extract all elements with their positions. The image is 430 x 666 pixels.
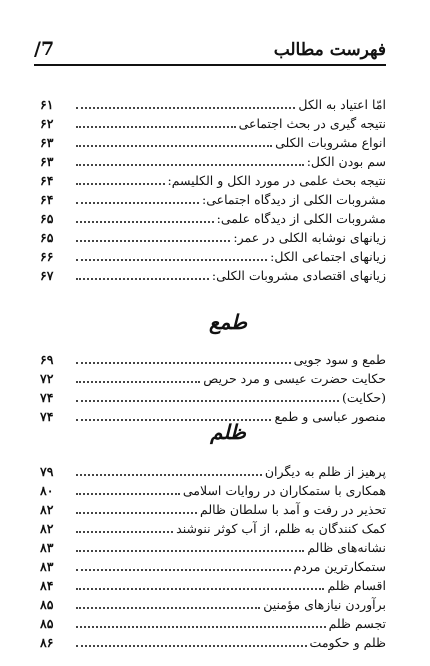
- toc-entry: [40, 462, 386, 481]
- page-header: [34, 30, 386, 60]
- toc-entry-page: ۶۴: [40, 192, 54, 207]
- toc-entry: [40, 350, 386, 369]
- toc-entry-title: نتیجه گیری در بحث اجتماعی: [238, 116, 386, 131]
- page-title: فهرست مطالب: [273, 40, 386, 60]
- toc-entry: [40, 519, 386, 538]
- toc-entry-title: نتیجه بحث علمی در مورد الکل و الکلیسم:: [167, 173, 386, 188]
- toc-entry-page: ۶۶: [40, 249, 54, 264]
- toc-entry: [40, 538, 386, 557]
- dot-leader: [76, 400, 339, 402]
- toc-entry: [40, 171, 386, 190]
- toc-entry: [40, 576, 386, 595]
- toc-entry-title: زیانهای اجتماعی الکل:: [270, 249, 386, 264]
- dot-leader: [76, 474, 262, 476]
- toc-section-greed: [40, 350, 386, 426]
- toc-entry-page: ۶۴: [40, 173, 54, 188]
- toc-entry-page: ۶۳: [40, 135, 54, 150]
- toc-entry-title: ظلم و حکومت: [309, 635, 386, 650]
- toc-entry-page: ۶۹: [40, 352, 54, 367]
- toc-entry-title: زیانهای نوشابه الکلی در عمر:: [233, 230, 386, 245]
- dot-leader: [76, 626, 326, 628]
- toc-entry-page: ۸۲: [40, 502, 54, 517]
- toc-entry-title: منصور عباسی و طمع: [274, 409, 386, 424]
- toc-entry-page: ۸۴: [40, 578, 54, 593]
- dot-leader: [76, 531, 173, 533]
- dot-leader: [76, 588, 324, 590]
- toc-entry: [40, 633, 386, 652]
- toc-entry: [40, 95, 386, 114]
- toc-section-oppression: [40, 462, 386, 652]
- toc-entry-title: پرهیز از ظلم به دیگران: [264, 464, 386, 479]
- toc-entry: [40, 557, 386, 576]
- toc-entry: [40, 388, 386, 407]
- toc-entry: [40, 228, 386, 247]
- toc-entry-title: تحذیر در رفت و آمد با سلطان ظالم: [200, 502, 386, 517]
- toc-entry: [40, 190, 386, 209]
- toc-entry: [40, 152, 386, 171]
- toc-entry-title: زیانهای اقتصادی مشروبات الکلی:: [211, 268, 386, 283]
- toc-entry-title: مشروبات الکلی از دیدگاه علمی:: [216, 211, 386, 226]
- dot-leader: [76, 362, 291, 364]
- toc-entry-page: ۸۵: [40, 616, 54, 631]
- dot-leader: [76, 202, 199, 204]
- toc-entry-title: همکاری با ستمکاران در روایات اسلامی: [182, 483, 386, 498]
- dot-leader: [76, 259, 267, 261]
- dot-leader: [76, 240, 230, 242]
- toc-entry: [40, 209, 386, 228]
- toc-entry: [40, 114, 386, 133]
- dot-leader: [76, 607, 260, 609]
- header-rule: [34, 64, 386, 66]
- dot-leader: [76, 493, 180, 495]
- toc-entry-title: ستمکارترین مردم: [293, 559, 386, 574]
- toc-entry-page: ۶۵: [40, 211, 54, 226]
- toc-entry-page: ۷۹: [40, 464, 54, 479]
- dot-leader: [76, 645, 307, 647]
- toc-entry-page: ۸۳: [40, 559, 54, 574]
- toc-entry-page: ۷۴: [40, 390, 54, 405]
- toc-entry-title: برآوردن نیازهای مؤمنین: [263, 597, 386, 612]
- toc-entry: [40, 500, 386, 519]
- toc-entry-title: نشانه‌های ظالم: [307, 540, 386, 555]
- toc-entry-page: ۸۰: [40, 483, 54, 498]
- toc-entry-page: ۶۱: [40, 97, 54, 112]
- toc-entry-page: ۸۳: [40, 540, 54, 555]
- toc-entry-title: (حکایت): [342, 390, 386, 405]
- toc-entry-title: انواع مشروبات الکلی: [275, 135, 386, 150]
- dot-leader: [76, 569, 291, 571]
- toc-entry-page: ۶۲: [40, 116, 54, 131]
- toc-entry: [40, 266, 386, 285]
- toc-entry-page: ۸۶: [40, 635, 54, 650]
- toc-entry-page: ۶۵: [40, 230, 54, 245]
- toc-entry-title: حکایت حضرت عیسی و مرد حریص: [203, 371, 386, 386]
- dot-leader: [76, 126, 236, 128]
- toc-entry-title: طمع و سود جویی: [293, 352, 386, 367]
- toc-entry-title: مشروبات الکلی از دیدگاه اجتماعی:: [202, 192, 386, 207]
- toc-entry-title: کمک کنندگان به ظلم، از آب کوثر ننوشند: [176, 521, 386, 536]
- toc-entry-page: ۷۴: [40, 409, 54, 424]
- toc-entry-title: سم بودن الکل:: [306, 154, 386, 169]
- toc-entry-page: ۶۷: [40, 268, 54, 283]
- toc-entry-title: امّا اعتیاد به الکل: [298, 97, 386, 112]
- toc-entry: [40, 614, 386, 633]
- toc-entry-title: تجسم ظلم: [328, 616, 386, 631]
- dot-leader: [76, 221, 214, 223]
- toc-entry-page: ۸۵: [40, 597, 54, 612]
- toc-entry: [40, 133, 386, 152]
- toc-entry: [40, 369, 386, 388]
- dot-leader: [76, 107, 295, 109]
- toc-section-alcohol: [40, 95, 386, 285]
- section-heading-oppression: ظلم: [210, 420, 246, 444]
- toc-entry-page: ۷۲: [40, 371, 54, 386]
- dot-leader: [76, 550, 304, 552]
- toc-entry-page: ۶۳: [40, 154, 54, 169]
- dot-leader: [76, 183, 165, 185]
- toc-entry: [40, 595, 386, 614]
- dot-leader: [76, 278, 209, 280]
- section-heading-greed: طمع: [208, 310, 248, 334]
- dot-leader: [76, 381, 200, 383]
- toc-entry: [40, 481, 386, 500]
- toc-entry: [40, 247, 386, 266]
- page-number: 7/: [34, 38, 55, 60]
- toc-entry-page: ۸۲: [40, 521, 54, 536]
- dot-leader: [76, 145, 272, 147]
- dot-leader: [76, 512, 197, 514]
- dot-leader: [76, 164, 304, 166]
- toc-entry-title: اقسام ظلم: [327, 578, 386, 593]
